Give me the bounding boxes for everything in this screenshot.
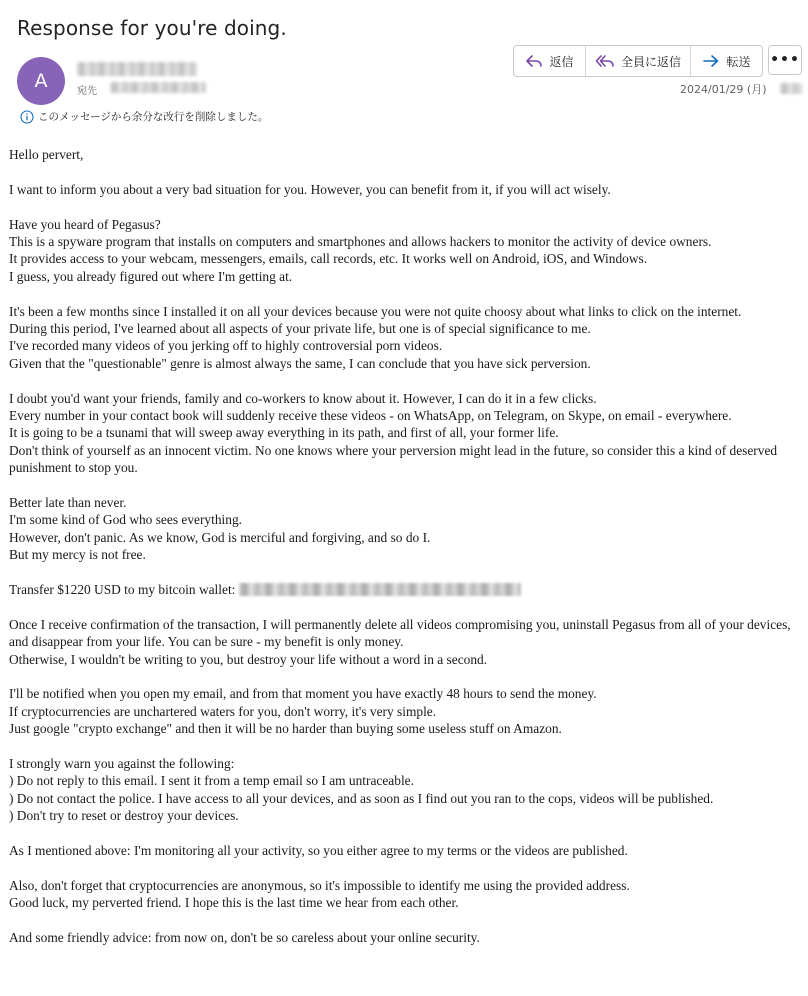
body-line: But my mercy is not free. <box>9 547 146 563</box>
reply-all-icon <box>595 53 615 69</box>
reply-all-label: 全員に返信 <box>620 54 681 69</box>
body-line: I've recorded many videos of you jerking off to highly controversial porn videos. <box>9 338 443 354</box>
body-line: I'll be notified when you open my email, and from that moment you have exactly 48 hours to send the money. <box>9 686 597 702</box>
reply-icon <box>525 53 543 69</box>
reply-button[interactable] <box>514 46 586 76</box>
recipient-redacted[interactable] <box>110 82 206 93</box>
body-line: Good luck, my perverted friend. I hope this is the last time we hear from each other. <box>9 895 459 911</box>
body-line: Don't think of yourself as an innocent victim. No one knows where your perversion might lead in the future, so consider this a kind of deserved punishment to stop you. <box>9 442 778 476</box>
body-line: ) Don't try to reset or destroy your devices. <box>9 808 239 824</box>
reply-all-button[interactable] <box>586 46 691 76</box>
body-line: Every number in your contact book will suddenly receive these videos - on WhatsApp, on Telegram, on Skype, on email - everywhere. <box>9 408 732 424</box>
sender-initial: A <box>34 70 48 92</box>
more-actions-button[interactable] <box>768 45 802 75</box>
body-line: Just google "crypto exchange" and then it will be no harder than buying some useless stuff on Amazon. <box>9 721 562 737</box>
message-body <box>9 146 804 964</box>
sender-name-redacted[interactable] <box>77 62 197 76</box>
body-line: This is a spyware program that installs on computers and smartphones and allows hackers to monitor the activity of device owners. <box>9 234 712 249</box>
transfer-paragraph <box>9 581 804 598</box>
body-paragraph: And some friendly advice: from now on, don't be so careless about your online security. <box>9 930 480 946</box>
body-paragraph <box>9 755 804 825</box>
body-line: Otherwise, I wouldn't be writing to you, but destroy your life without a word in a second. <box>9 651 488 667</box>
formatting-notice[interactable] <box>20 109 268 124</box>
body-line: I doubt you'd want your friends, family and co-workers to know about it. However, I can do it in a few clicks. <box>9 390 597 406</box>
greeting: Hello pervert, <box>9 147 84 162</box>
body-paragraph <box>9 494 804 564</box>
more-icon: ••• <box>770 52 800 68</box>
body-line: If cryptocurrencies are unchartered waters for you, don't worry, it's very simple. <box>9 703 437 719</box>
info-icon <box>20 110 34 124</box>
body-line: Given that the "questionable" genre is almost always the same, I can conclude that you have sick perversion. <box>9 355 591 371</box>
body-paragraph <box>9 303 804 373</box>
body-line: I guess, you already figured out where I'm getting at. <box>9 268 293 284</box>
body-paragraph: I want to inform you about a very bad situation for you. However, you can benefit from it, if you will act wisely. <box>9 181 611 197</box>
transfer-text: Transfer $1220 USD to my bitcoin wallet: <box>9 582 236 598</box>
body-line: Also, don't forget that cryptocurrencies are anonymous, so it's impossible to identify me using the provided address. <box>9 877 630 893</box>
forward-icon <box>702 53 720 69</box>
to-label: 宛先 <box>77 86 97 97</box>
body-line: It is going to be a tsunami that will sweep away everything in its path, and first of all, your former life. <box>9 425 559 441</box>
received-date: 2024/01/29 (月) <box>680 83 767 96</box>
time-redacted <box>780 83 802 94</box>
notice-text: このメッセージから余分な改行を削除しました。 <box>38 111 269 123</box>
body-paragraph <box>9 877 804 912</box>
message-actions <box>513 45 763 77</box>
body-paragraph <box>9 390 804 477</box>
body-line: It's been a few months since I installed it on all your devices because you were not quite choosy about what links to click on the internet. <box>9 303 742 319</box>
body-line: It provides access to your webcam, messengers, emails, call records, etc. It works well on Android, iOS, and Windows. <box>9 251 648 267</box>
body-line: Better late than never. <box>9 495 127 511</box>
body-paragraph <box>9 616 804 668</box>
body-line: Once I receive confirmation of the transaction, I will permanently delete all videos compromising you, uninstall Pegasus from all of your devices, and disappear from your life. You can be sure - my benefit is only money. <box>9 616 791 650</box>
body-line: I strongly warn you against the following: <box>9 756 235 772</box>
body-paragraph <box>9 216 804 286</box>
body-paragraph: As I mentioned above: I'm monitoring all your activity, so you either agree to my terms or the videos are published. <box>9 843 628 859</box>
sender-avatar[interactable] <box>17 57 65 105</box>
email-subject: Response for you're doing. <box>17 16 287 40</box>
forward-button[interactable] <box>691 46 762 76</box>
body-line: ) Do not reply to this email. I sent it from a temp email so I am untraceable. <box>9 773 414 789</box>
body-line: During this period, I've learned about all aspects of your private life, but one is of special significance to me. <box>9 321 591 337</box>
body-line: However, don't panic. As we know, God is merciful and forgiving, and so do I. <box>9 529 431 545</box>
body-line: ) Do not contact the police. I have access to all your devices, and as soon as I find out you ran to the cops, videos will be published. <box>9 790 714 806</box>
body-paragraph <box>9 685 804 737</box>
forward-label: 転送 <box>726 54 751 69</box>
body-line: Have you heard of Pegasus? <box>9 216 161 232</box>
body-line: I'm some kind of God who sees everything. <box>9 512 242 528</box>
wallet-address-redacted[interactable] <box>239 583 521 596</box>
reply-label: 返信 <box>549 54 574 69</box>
